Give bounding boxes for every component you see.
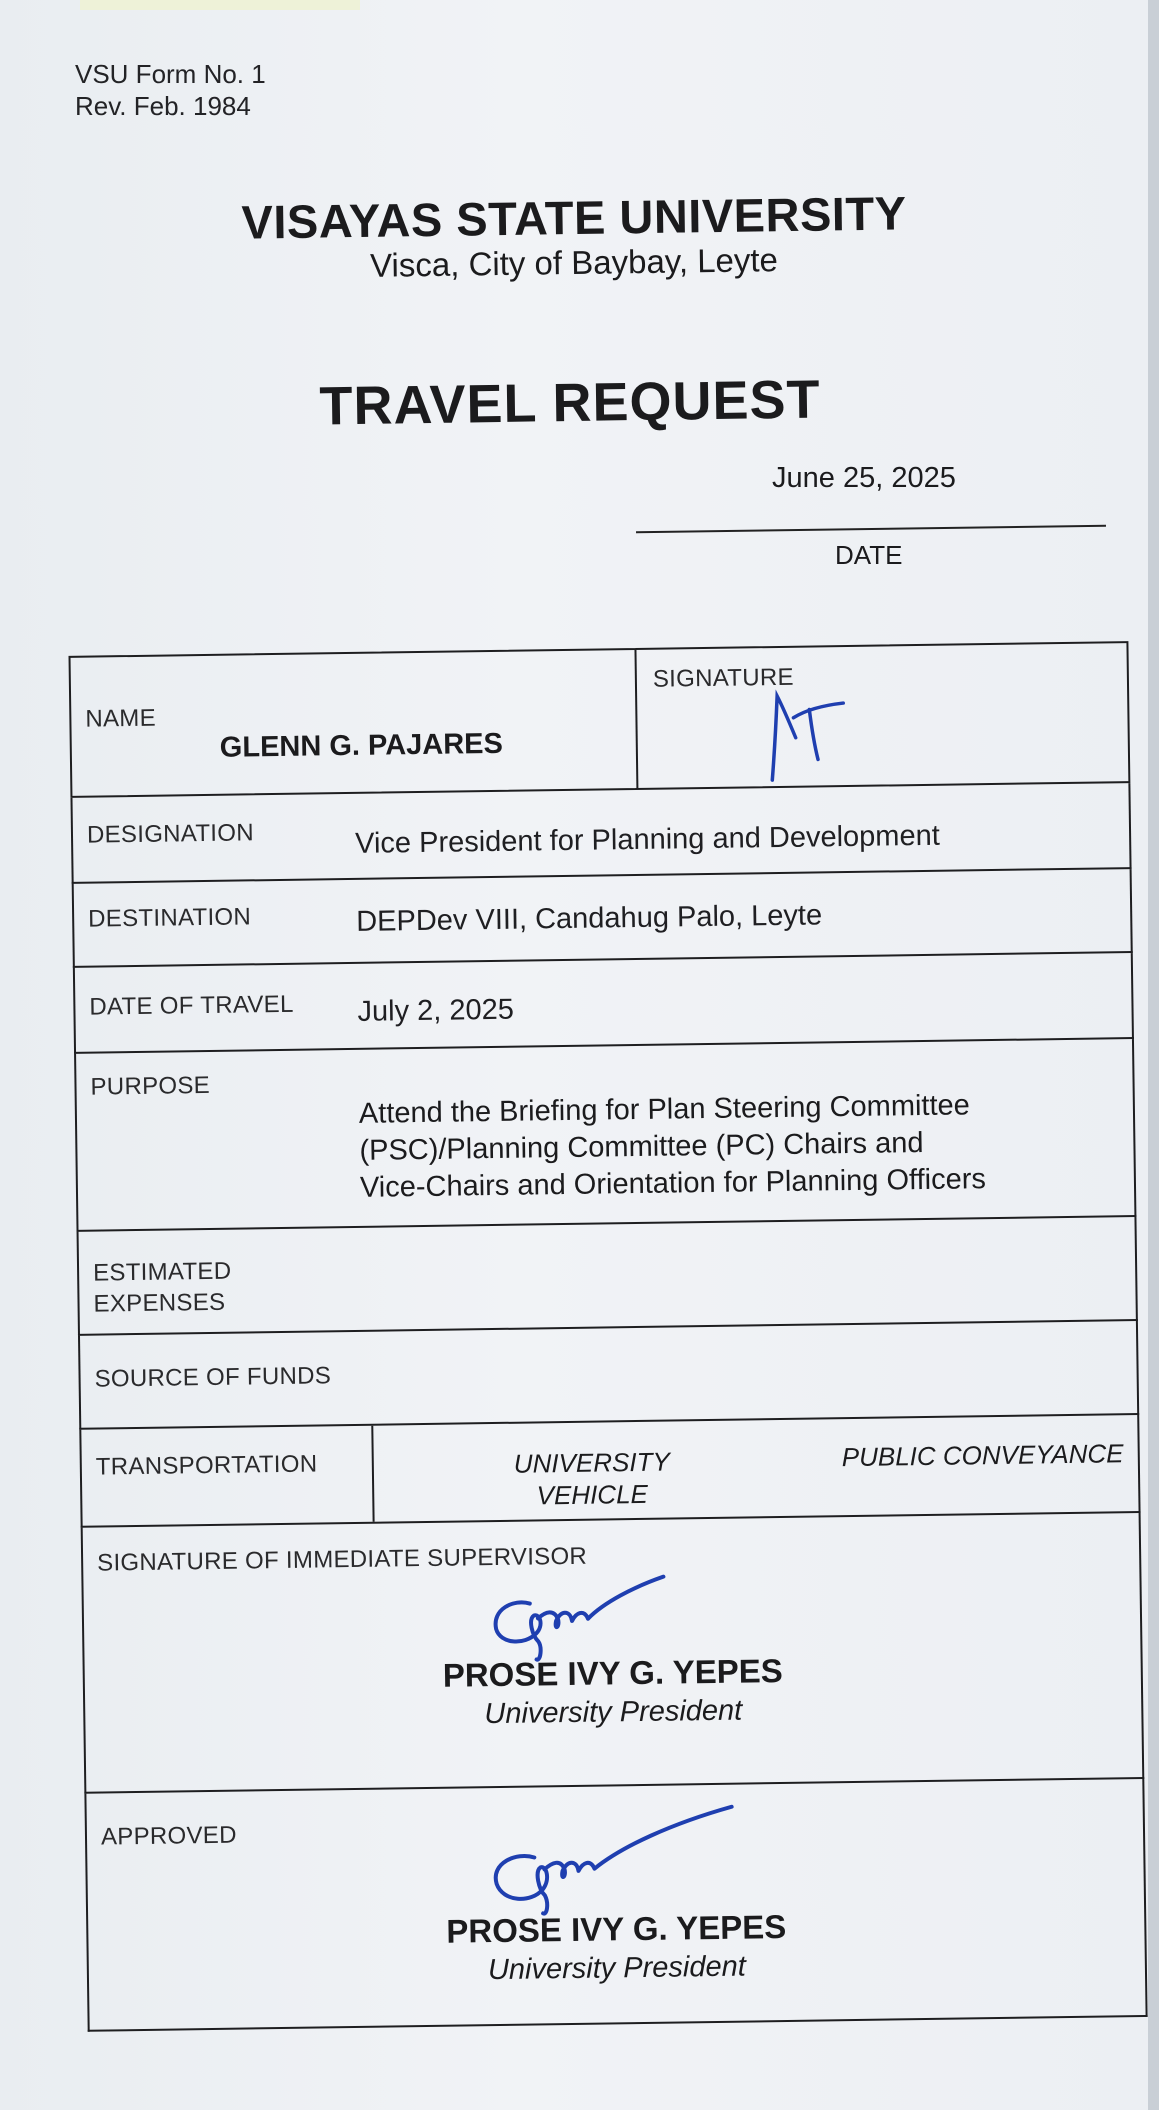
name-divider	[634, 650, 638, 788]
option-university-vehicle	[477, 1445, 708, 1512]
row-name	[69, 641, 1131, 798]
university-name: VISAYAS STATE UNIVERSITY	[241, 186, 907, 249]
approver-title: University President	[487, 1950, 747, 1987]
approver-name: PROSE IVY G. YEPES	[446, 1907, 787, 1950]
document-title: TRAVEL REQUEST	[319, 369, 821, 437]
estimated-expenses-label	[93, 1256, 232, 1320]
row-estimated-expenses	[77, 1217, 1138, 1336]
transportation-label: TRANSPORTATION	[95, 1450, 318, 1481]
designation-value: Vice President for Planning and Development	[354, 819, 940, 860]
name-value: GLENN G. PAJARES	[219, 727, 504, 764]
form-number: VSU Form No. 1	[75, 59, 266, 89]
estimated-label-line: ESTIMATED	[92, 1257, 232, 1287]
approver-signature	[482, 1805, 744, 1919]
option-text: VEHICLE	[536, 1478, 649, 1511]
row-designation	[70, 783, 1131, 884]
date-label: DATE	[835, 540, 903, 570]
row-supervisor	[81, 1513, 1145, 1794]
option-public-conveyance: PUBLIC CONVEYANCE	[841, 1438, 1124, 1473]
university-address: Visca, City of Baybay, Leyte	[369, 241, 779, 284]
source-of-funds-label: SOURCE OF FUNDS	[94, 1362, 332, 1393]
name-label: NAME	[85, 704, 157, 733]
form-number-block	[75, 58, 266, 122]
purpose-label: PURPOSE	[90, 1071, 211, 1101]
supervisor-signature	[483, 1572, 674, 1665]
date-of-travel-label: DATE OF TRAVEL	[89, 990, 294, 1021]
destination-label: DESTINATION	[87, 903, 252, 933]
row-source-of-funds	[78, 1321, 1139, 1430]
purpose-text	[359, 1087, 986, 1207]
transportation-divider	[371, 1426, 374, 1522]
row-approved	[84, 1779, 1147, 2032]
destination-value: DEPDev VIII, Candahug Palo, Leyte	[356, 899, 823, 938]
row-transportation	[79, 1415, 1140, 1528]
estimated-label-line: EXPENSES	[93, 1288, 226, 1318]
purpose-line: Attend the Briefing for Plan Steering Committee	[358, 1089, 971, 1130]
row-date-of-travel	[73, 953, 1134, 1054]
form-revision: Rev. Feb. 1984	[75, 91, 251, 121]
purpose-line: (PSC)/Planning Committee (PC) Chairs and	[359, 1126, 924, 1167]
supervisor-label: SIGNATURE OF IMMEDIATE SUPERVISOR	[96, 1542, 588, 1577]
signature-label: SIGNATURE	[652, 663, 794, 693]
purpose-line: Vice-Chairs and Orientation for Planning Officers	[359, 1163, 987, 1204]
row-purpose	[74, 1039, 1136, 1232]
travel-request-form	[60, 605, 1155, 2040]
option-text: UNIVERSITY	[513, 1446, 671, 1479]
date-of-travel-value: July 2, 2025	[357, 993, 515, 1028]
row-destination	[72, 869, 1133, 968]
supervisor-title: University President	[484, 1694, 743, 1731]
paper-clip-strip	[80, 0, 360, 10]
supervisor-name: PROSE IVY G. YEPES	[442, 1652, 783, 1694]
request-date: June 25, 2025	[772, 462, 956, 494]
designation-label: DESIGNATION	[86, 819, 255, 849]
applicant-signature	[761, 687, 852, 788]
approved-label: APPROVED	[100, 1821, 237, 1851]
